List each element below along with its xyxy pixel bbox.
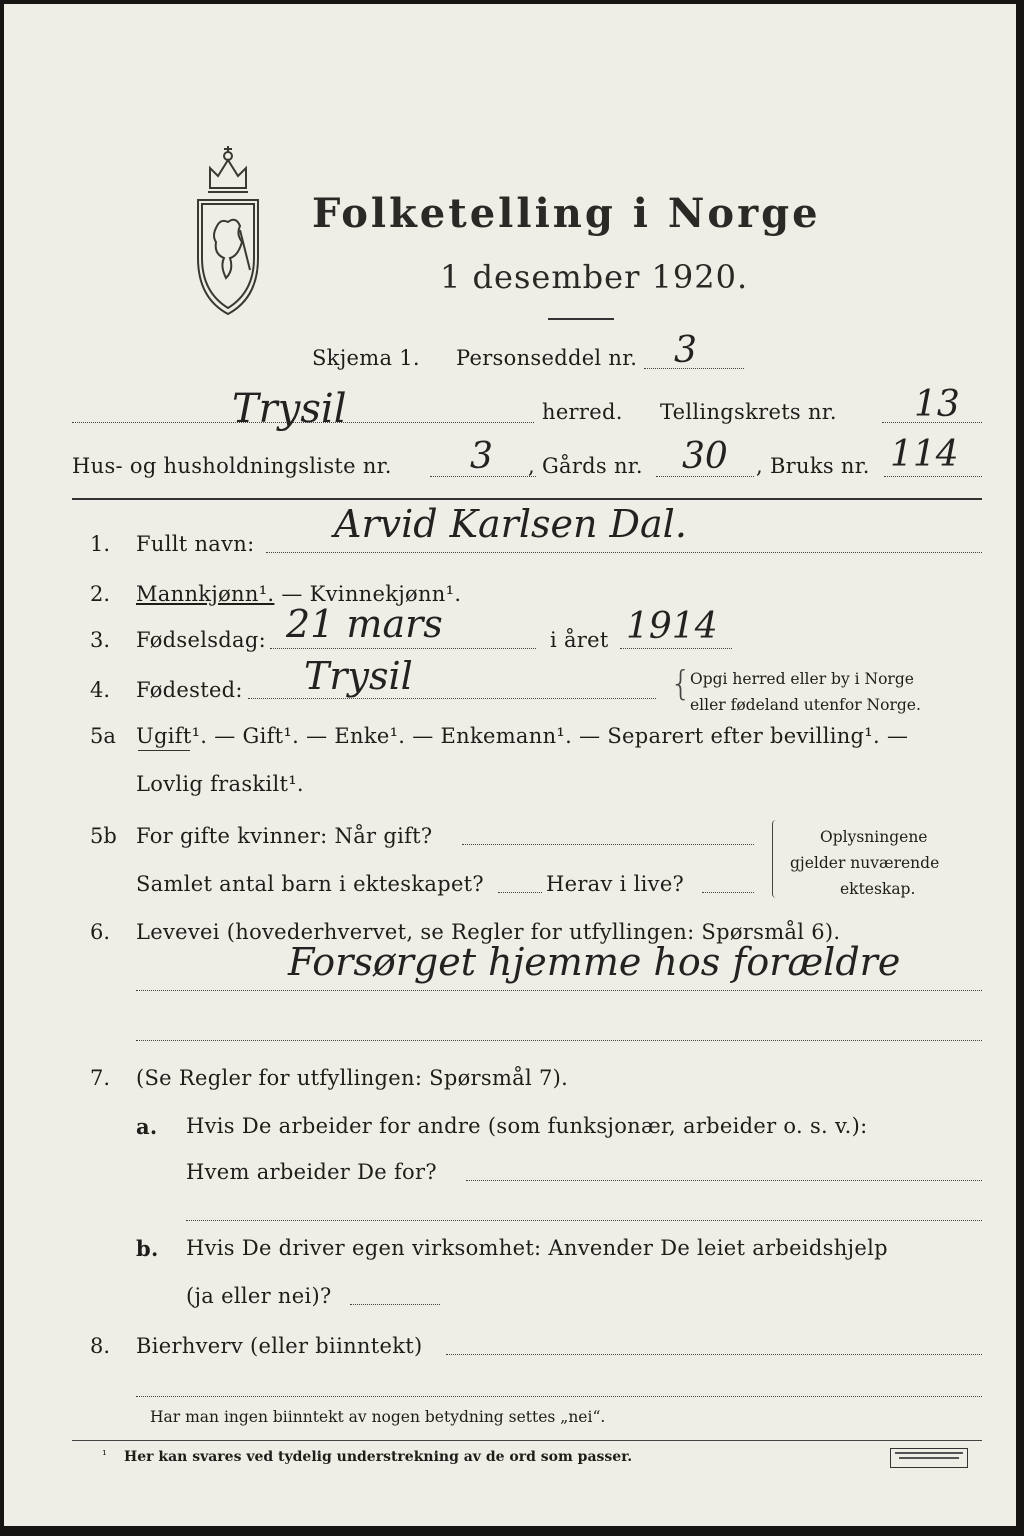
q3-number: 3. [90,628,111,652]
q3-year-label: i året [550,628,609,652]
q4-line [248,698,656,699]
q5b-note-1: Oplysningene [820,828,928,846]
q7b-line-1: Hvis De driver egen virksomhet: Anvender De leiet arbeidshjelp [186,1236,888,1260]
coat-of-arms-icon [190,138,266,318]
q2-number: 2. [90,582,111,606]
q6-line-1 [136,990,982,991]
footnote-mark: ¹ [102,1448,107,1462]
q5b-bracket [772,820,777,898]
q5b-line-1: For gifte kvinner: Når gift? [136,824,433,848]
q7b-letter: b. [136,1236,159,1261]
q8-number: 8. [90,1334,111,1358]
footer-note: Har man ingen biinntekt av nogen betydning settes „nei“. [150,1408,606,1426]
q7b-line-2-dots [350,1304,440,1305]
q7b-line-2: (ja eller nei)? [186,1284,332,1308]
q7a-letter: a. [136,1114,158,1139]
q2-mannkjonn: Mannkjønn¹. [136,582,275,606]
q7a-line-2: Hvem arbeider De for? [186,1160,437,1184]
q8-label: Bierhverv (eller biinntekt) [136,1334,423,1358]
form-date: 1 desember 1920. [440,258,749,296]
husliste-value: 3 [470,436,493,477]
q7a-line-1: Hvis De arbeider for andre (som funksjonær, arbeider o. s. v.): [186,1114,868,1138]
tellingskrets-value: 13 [914,384,960,425]
q1-line [266,552,982,553]
q3-line [270,648,536,649]
q4-label: Fødested: [136,678,243,702]
q7-number: 7. [90,1066,111,1090]
q8-line-1 [446,1354,982,1355]
footnote-text: Her kan svares ved tydelig understrekning av de ord som passer. [124,1449,633,1465]
q3-year-value: 1914 [626,606,718,647]
q4-number: 4. [90,678,111,702]
q5a-line-1: Ugift¹. — Gift¹. — Enke¹. — Enkemann¹. — Separert efter bevilling¹. — [136,724,909,748]
herred-value: Trysil [232,386,347,432]
footer-divider [72,1440,982,1441]
printer-stamp-logo [890,1448,968,1468]
form-title: Folketelling i Norge [312,190,821,237]
q4-brace-icon: { [670,664,692,704]
personseddel-label: Personseddel nr. [456,346,638,370]
q1-value: Arvid Karlsen Dal. [334,502,687,546]
q5b-line-2a-dots [498,892,542,893]
q7a-line-2-dots [466,1180,982,1181]
q4-note-1: Opgi herred eller by i Norge [690,670,914,688]
q5b-line-2b-dots [702,892,754,893]
q7-label: (Se Regler for utfyllingen: Spørsmål 7). [136,1066,569,1090]
q6-line-2 [136,1040,982,1041]
q5b-note-2: gjelder nuværende [790,854,940,872]
q6-value: Forsørget hjemme hos forældre [288,940,901,984]
q1-number: 1. [90,532,111,556]
q1-label: Fullt navn: [136,532,255,556]
q5a-line-2: Lovlig fraskilt¹. [136,772,304,796]
header-divider [72,498,982,500]
q4-note-2: eller fødeland utenfor Norge. [690,696,921,714]
q3-label: Fødselsdag: [136,628,266,652]
gards-label: , Gårds nr. [528,454,643,478]
q6-number: 6. [90,920,111,944]
bruks-label: , Bruks nr. [756,454,870,478]
q5a-ugift-underline [138,750,190,751]
census-form-page [4,4,1016,1526]
herred-label: herred. [542,400,623,424]
q5a-number: 5a [90,724,116,748]
q5b-line-2a: Samlet antal barn i ekteskapet? [136,872,484,896]
title-divider [548,318,614,320]
q2-kvinnekjonn: — Kvinnekjønn¹. [274,582,462,606]
q5b-line-2b: Herav i live? [546,872,685,896]
bruks-value: 114 [890,434,959,475]
q5b-number: 5b [90,824,117,848]
husliste-label: Hus- og husholdningsliste nr. [72,454,392,478]
personseddel-value: 3 [674,330,697,371]
q3-year-line [620,648,732,649]
q6-label: Levevei (hovederhvervet, se Regler for utfyllingen: Spørsmål 6). [136,920,841,944]
q5b-line-1-dots [462,844,754,845]
tellingskrets-label: Tellingskrets nr. [660,400,837,424]
q4-value: Trysil [304,654,413,698]
q8-line-2 [136,1396,982,1397]
bruks-line [884,476,982,477]
q5b-note-3: ekteskap. [840,880,916,898]
q3-value: 21 mars [286,602,443,646]
skjema-label: Skjema 1. [312,346,420,370]
gards-value: 30 [682,436,728,477]
q7a-line-3-dots [186,1220,982,1221]
